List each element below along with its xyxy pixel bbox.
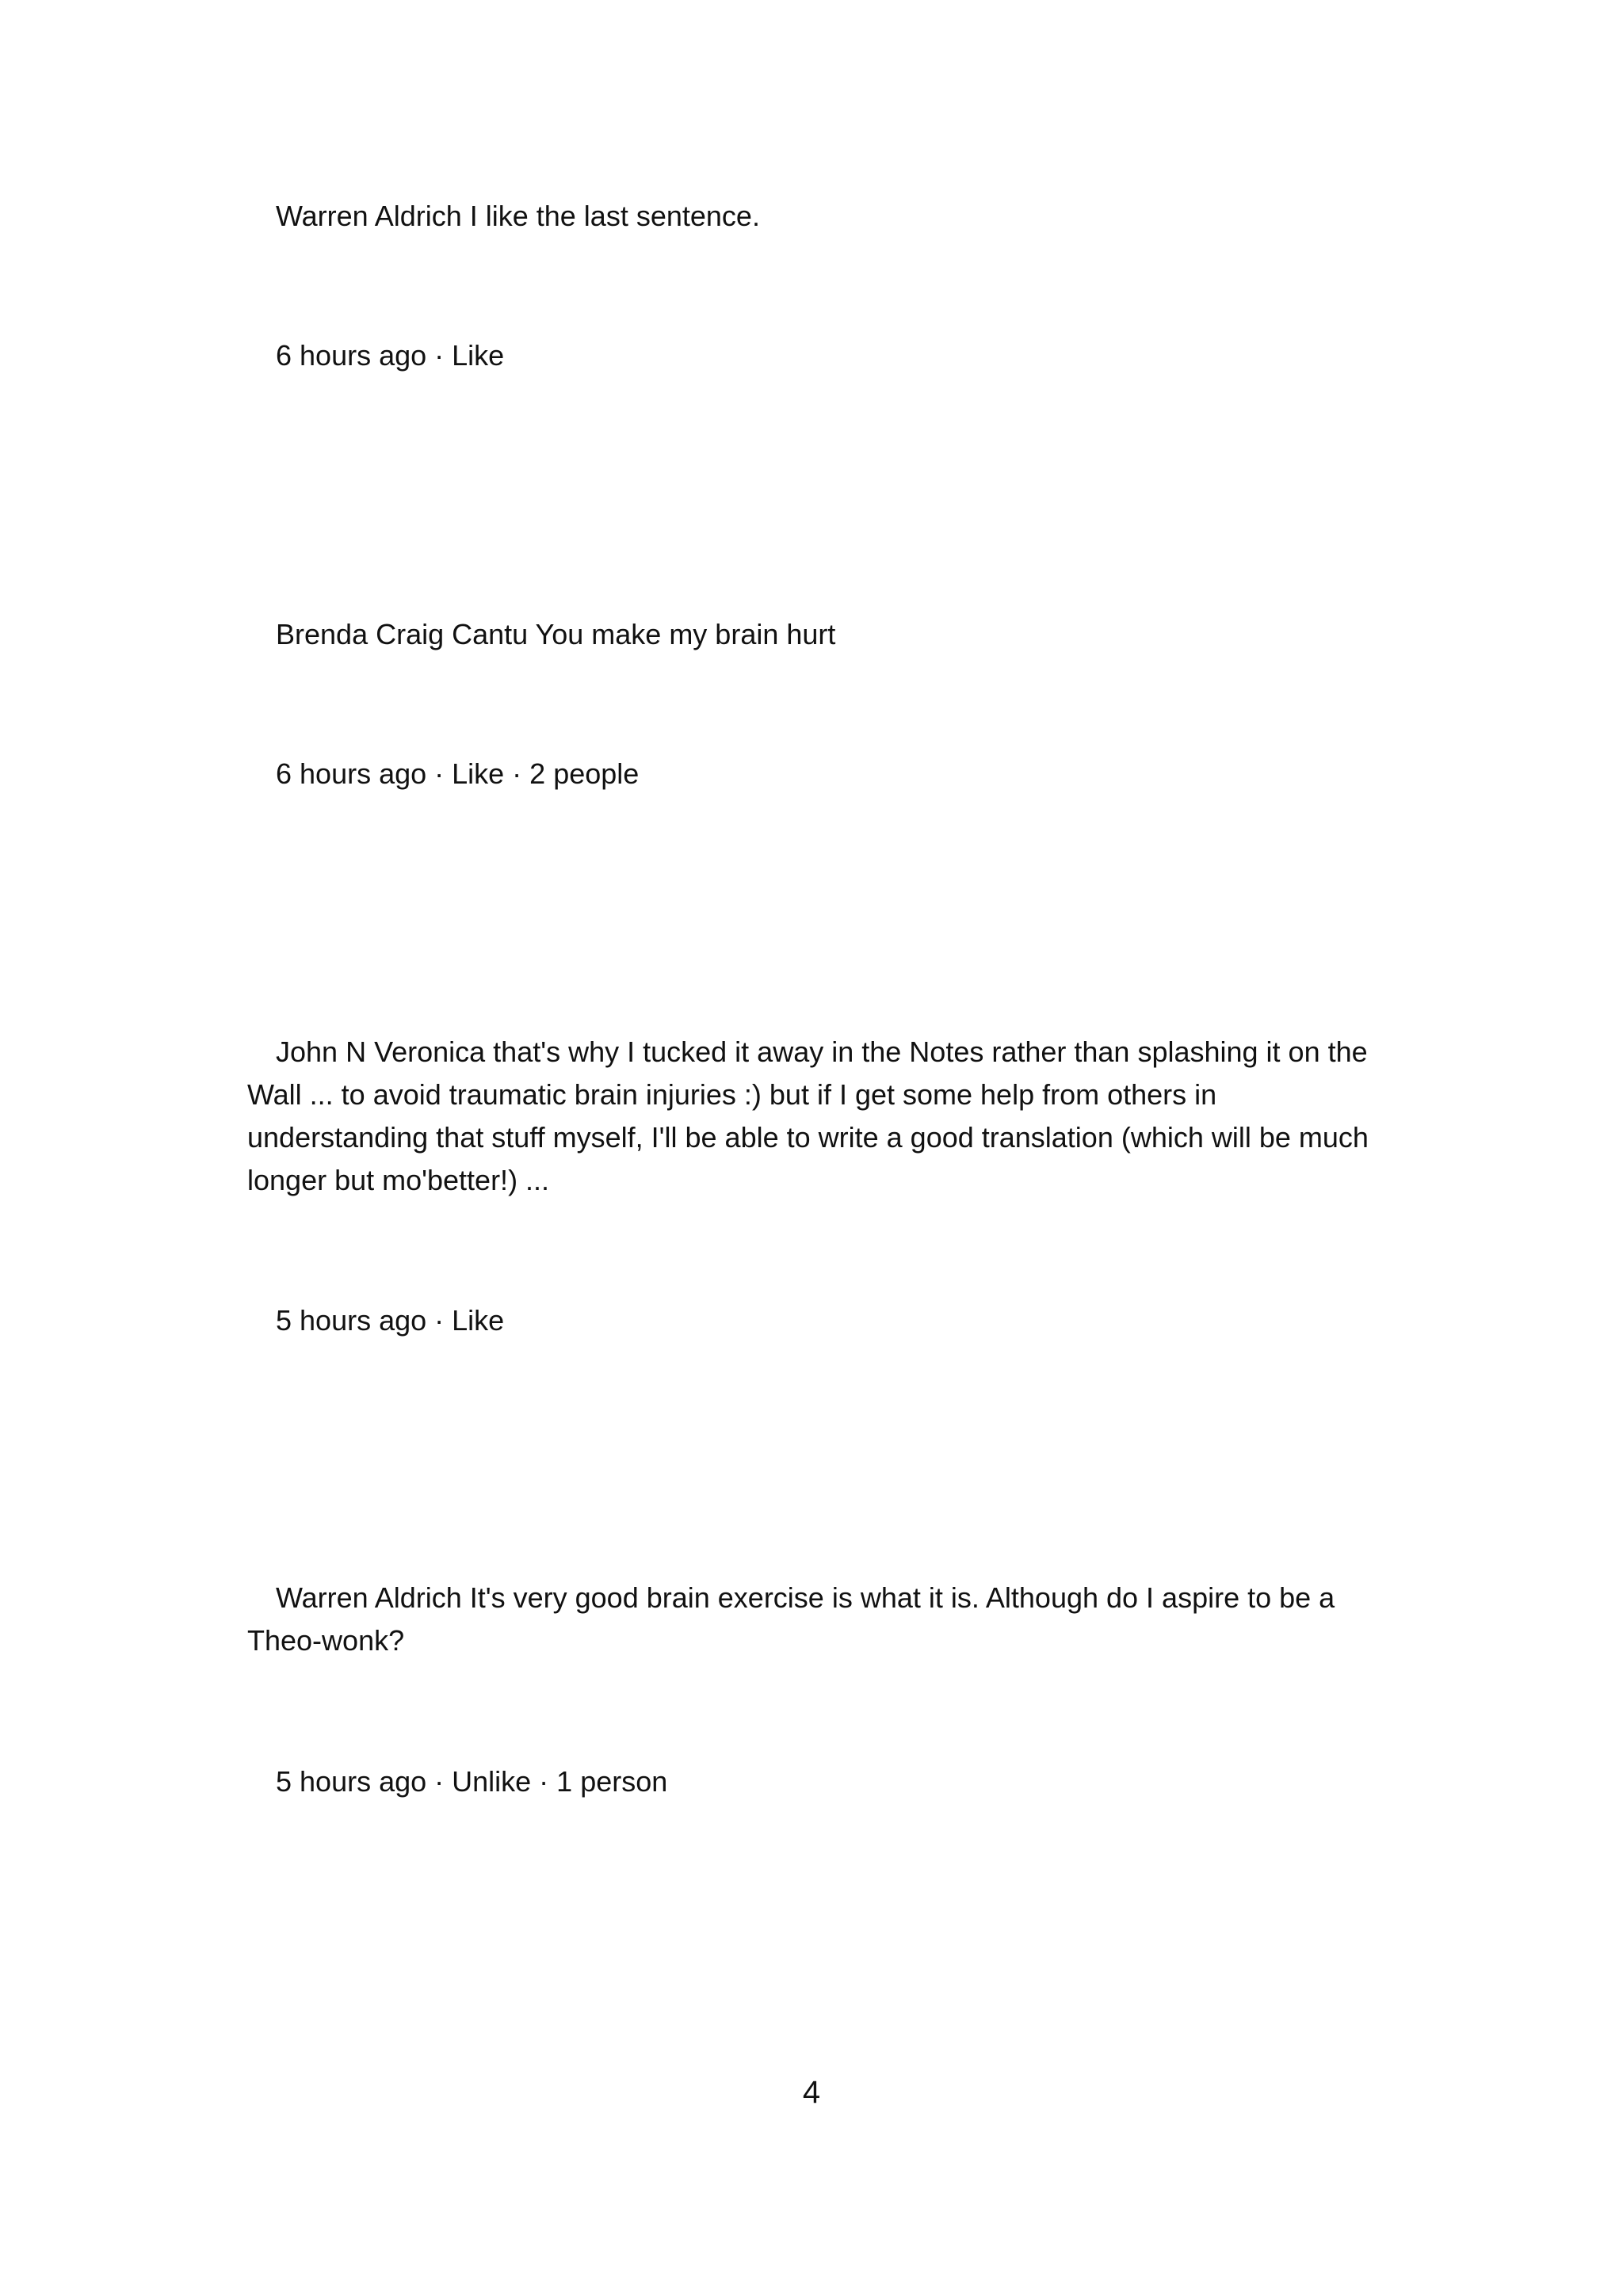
comment-text: Warren Aldrich It's very good brain exercise is what it is. Although do I aspire to be a Theo-wonk?: [247, 1581, 1335, 1657]
comment-meta: 5 hours ago · Unlike · 1 person: [276, 1765, 668, 1798]
comment-meta: 6 hours ago · Like: [276, 339, 505, 372]
comment-text: Warren Aldrich I like the last sentence.: [276, 200, 760, 232]
comment-meta: 5 hours ago · Like: [276, 1304, 505, 1337]
comment-meta: 6 hours ago · Like · 2 people: [276, 757, 640, 790]
comment-text: Brenda Craig Cantu You make my brain hurt: [276, 618, 836, 650]
page-number: 4: [802, 2075, 821, 2110]
comment-text: John N Veronica that's why I tucked it away in the Notes rather than splashing it on the Wall ... to avoid traumatic brain injuries :) but if I get some help from others in understanding that stuff myself, I'll be able to write a good translation (which will be much longer but mo'better!) ...: [247, 1035, 1369, 1196]
